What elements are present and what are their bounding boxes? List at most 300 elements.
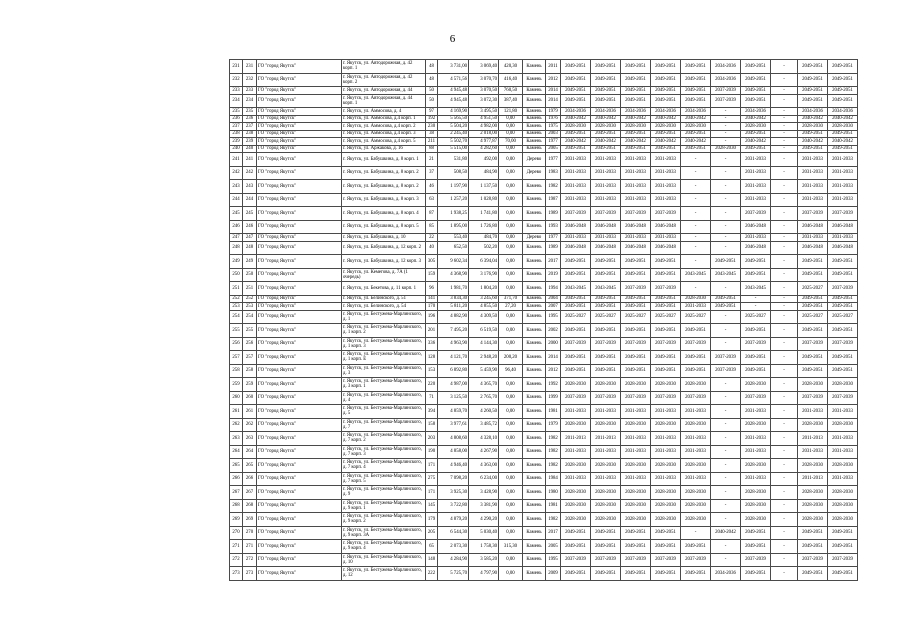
table-cell: 4 951,50 — [469, 115, 499, 123]
table-cell: ГО "город Якутск" — [257, 138, 342, 146]
table-cell: 233 — [243, 87, 257, 95]
table-cell: 2049-2051 — [798, 324, 828, 338]
table-cell: 2011 — [546, 60, 561, 74]
table-row — [230, 324, 858, 338]
table-cell: - — [741, 303, 771, 311]
table-cell: 1983 — [546, 166, 561, 180]
table-cell: 2049-2051 — [681, 130, 711, 138]
table-cell: 254 — [243, 310, 257, 324]
table-cell: 265 — [230, 459, 243, 473]
table-cell: 2049-2051 — [828, 324, 858, 338]
table-row — [230, 87, 858, 95]
table-cell: 264 — [243, 445, 257, 459]
table-cell: 196 — [426, 310, 438, 324]
table-cell: 2034-2036 — [711, 73, 741, 87]
table-cell: 315,30 — [499, 540, 523, 554]
table-cell: 371,70 — [499, 295, 523, 303]
table-cell: 251 — [230, 282, 243, 296]
table-cell: ГО "город Якутск" — [257, 432, 342, 446]
table-cell: 46 — [426, 180, 438, 194]
table-cell: 2049-2051 — [561, 268, 591, 282]
table-cell: г. Якутск, ул. Бестужева-Марлинского, д. 1 корп. 2 — [342, 324, 426, 338]
table-cell: 4 945,48 — [438, 94, 469, 108]
table-cell: 266 — [230, 472, 243, 486]
table-cell: Камень — [523, 295, 546, 303]
table-cell: - — [771, 193, 798, 207]
table-cell: 2037-2039 — [711, 87, 741, 95]
table-cell: ГО "город Якутск" — [257, 94, 342, 108]
table-cell: 2046-2048 — [621, 220, 651, 234]
table-cell: 3 125,50 — [438, 391, 469, 405]
table-cell: 269 — [243, 513, 257, 527]
table-cell: г. Якутск, ул. Бабушкина, д. 10 — [342, 234, 426, 242]
table-cell: 241 — [243, 153, 257, 167]
table-cell: - — [771, 130, 798, 138]
table-cell: 3 072,30 — [469, 94, 499, 108]
table-row — [230, 540, 858, 554]
table-cell: 2034-2036 — [681, 108, 711, 116]
table-cell: Камень — [523, 115, 546, 123]
table-cell: 265 — [243, 459, 257, 473]
table-cell: Дерево — [523, 153, 546, 167]
table-cell: 48 — [426, 60, 438, 74]
table-cell: 2031-2033 — [828, 153, 858, 167]
table-cell: 232 — [243, 73, 257, 87]
table-cell: 2049-2051 — [621, 567, 651, 581]
table-cell: 246 — [230, 220, 243, 234]
table-cell: - — [771, 153, 798, 167]
table-cell: 2049-2051 — [621, 255, 651, 269]
table-cell: ГО "город Якутск" — [257, 459, 342, 473]
table-cell: 2031-2033 — [828, 405, 858, 419]
table-cell: 237 — [230, 123, 243, 131]
table-cell: 2028-2030 — [651, 378, 681, 392]
table-cell: - — [771, 123, 798, 131]
table-cell: 2049-2051 — [681, 145, 711, 153]
table-cell: 270 — [243, 526, 257, 540]
table-cell: ГО "город Якутск" — [257, 130, 342, 138]
table-row — [230, 486, 858, 500]
table-cell: 192 — [426, 115, 438, 123]
table-cell: 2031-2033 — [828, 445, 858, 459]
table-cell: 2034-2036 — [711, 567, 741, 581]
table-cell: 5 459,90 — [469, 364, 499, 378]
table-cell: г. Якутск, ул. Автодорожная, д. 44 корп. 1 — [342, 94, 426, 108]
table-cell: 4 859,70 — [438, 405, 469, 419]
table-cell: 2031-2033 — [651, 405, 681, 419]
table-cell: - — [711, 220, 741, 234]
table-row — [230, 60, 858, 74]
table-row — [230, 337, 858, 351]
table-cell: 2028-2030 — [798, 123, 828, 131]
table-cell: 2049-2051 — [621, 351, 651, 365]
table-row — [230, 130, 858, 138]
table-cell: - — [711, 459, 741, 473]
table-cell: 1989 — [546, 241, 561, 255]
table-cell: 262 — [243, 418, 257, 432]
table-cell: 2028-2030 — [681, 513, 711, 527]
table-cell: 2031-2033 — [651, 472, 681, 486]
table-cell: - — [681, 180, 711, 194]
table-cell: - — [681, 526, 711, 540]
table-row — [230, 73, 858, 87]
table-cell: ГО "город Якутск" — [257, 234, 342, 242]
table-cell: 234 — [230, 94, 243, 108]
table-cell: 2031-2033 — [651, 193, 681, 207]
table-cell: 2014 — [546, 351, 561, 365]
table-cell: 2037-2039 — [561, 391, 591, 405]
table-cell: - — [771, 418, 798, 432]
table-cell: 2028-2030 — [681, 459, 711, 473]
table-cell: 200,20 — [499, 351, 523, 365]
table-cell: г. Якутск, ул. Бабушкина, д. 12 корп. 3 — [342, 255, 426, 269]
table-cell: - — [771, 282, 798, 296]
table-cell: 2028-2030 — [828, 499, 858, 513]
table-cell: ГО "город Якутск" — [257, 303, 342, 311]
table-cell: ГО "город Якутск" — [257, 255, 342, 269]
table-cell: - — [681, 241, 711, 255]
table-row — [230, 303, 858, 311]
table-cell: 1981 — [546, 405, 561, 419]
table-cell: - — [771, 87, 798, 95]
table-cell: 159 — [426, 268, 438, 282]
table-cell: 2028-2030 — [828, 513, 858, 527]
table-cell: 88 — [426, 145, 438, 153]
table-cell: 2028-2030 — [741, 378, 771, 392]
table-cell: 50 — [426, 94, 438, 108]
table-cell: 2034-2036 — [591, 108, 621, 116]
table-cell: 2049-2051 — [621, 295, 651, 303]
table-cell: ГО "город Якутск" — [257, 220, 342, 234]
table-cell: 2037-2039 — [681, 553, 711, 567]
table-cell: Камень — [523, 108, 546, 116]
table-cell: 171 — [426, 486, 438, 500]
table-cell: Камень — [523, 445, 546, 459]
table-cell: 250 — [230, 268, 243, 282]
table-cell: 2040-2042 — [651, 138, 681, 146]
table-cell: 2049-2051 — [621, 73, 651, 87]
table-cell: 553,40 — [438, 234, 469, 242]
table-cell: 261 — [230, 405, 243, 419]
table-cell: г. Якутск, ул. Белинского, д. 51 — [342, 295, 426, 303]
table-cell: 5 565,50 — [438, 115, 469, 123]
table-cell: 508,50 — [438, 166, 469, 180]
table-cell: 85 — [426, 220, 438, 234]
table-cell: - — [681, 153, 711, 167]
table-cell: 258 — [230, 364, 243, 378]
table-cell: 2049-2051 — [651, 351, 681, 365]
table-cell: 2 073,30 — [438, 540, 469, 554]
table-cell: 2049-2051 — [561, 145, 591, 153]
table-cell: г. Якутск, ул. Бабушкина, д. 8 корп. 4 — [342, 207, 426, 221]
table-cell: 2037-2039 — [561, 337, 591, 351]
table-cell: Камень — [523, 432, 546, 446]
table-cell: 2049-2051 — [681, 73, 711, 87]
table-cell: 239 — [243, 138, 257, 146]
table-cell: 2049-2051 — [591, 73, 621, 87]
table-cell: 2031-2033 — [741, 193, 771, 207]
table-cell: - — [711, 282, 741, 296]
table-cell: 2028-2030 — [681, 499, 711, 513]
table-cell: 416,40 — [499, 73, 523, 87]
table-row — [230, 499, 858, 513]
table-cell: 2049-2051 — [798, 295, 828, 303]
table-cell: 2031-2033 — [741, 234, 771, 242]
table-cell: ГО "город Якутск" — [257, 499, 342, 513]
table-cell: 2031-2033 — [591, 472, 621, 486]
table-cell: - — [711, 123, 741, 131]
table-cell: - — [711, 378, 741, 392]
table-cell: 2037-2039 — [798, 391, 828, 405]
table-cell: 2028-2030 — [621, 486, 651, 500]
table-cell: Камень — [523, 180, 546, 194]
table-cell: 2028-2030 — [741, 513, 771, 527]
table-cell: 2049-2051 — [651, 73, 681, 87]
table-cell: 2031-2033 — [741, 153, 771, 167]
table-row — [230, 207, 858, 221]
table-cell: 2049-2051 — [561, 540, 591, 554]
table-cell: 2028-2030 — [621, 513, 651, 527]
table-cell: 2040-2042 — [741, 138, 771, 146]
table-cell: 4 945,48 — [438, 87, 469, 95]
table-cell: 0,00 — [499, 268, 523, 282]
table-cell: 2031-2033 — [798, 234, 828, 242]
table-cell: 2049-2051 — [651, 87, 681, 95]
table-cell: 2049-2051 — [561, 351, 591, 365]
table-cell: 2049-2051 — [798, 268, 828, 282]
table-cell: 4 144,30 — [469, 337, 499, 351]
table-cell: 2031-2033 — [681, 445, 711, 459]
table-cell: 2049-2051 — [741, 526, 771, 540]
table-cell: 2 245,40 — [438, 130, 469, 138]
table-cell: 255 — [230, 324, 243, 338]
table-cell: 2031-2033 — [561, 180, 591, 194]
table-cell: 2031-2033 — [561, 166, 591, 180]
table-cell: 6 394,04 — [469, 255, 499, 269]
table-cell: 266 — [243, 472, 257, 486]
table-cell: 2049-2051 — [798, 94, 828, 108]
table-cell: 0,00 — [499, 310, 523, 324]
table-cell: 0,00 — [499, 432, 523, 446]
table-row — [230, 405, 858, 419]
table-cell: Камень — [523, 138, 546, 146]
table-cell: 267 — [230, 486, 243, 500]
table-cell: 2025-2027 — [591, 310, 621, 324]
table-cell: 2037-2039 — [561, 553, 591, 567]
table-cell: - — [711, 115, 741, 123]
table-cell: 2049-2051 — [621, 130, 651, 138]
table-cell: 2031-2033 — [561, 472, 591, 486]
table-cell: 2028-2030 — [741, 418, 771, 432]
table-cell: Камень — [523, 268, 546, 282]
table-cell: 2049-2051 — [591, 255, 621, 269]
table-cell: - — [711, 153, 741, 167]
table-cell: 2046-2048 — [621, 241, 651, 255]
table-cell: 2 948,20 — [469, 351, 499, 365]
table-cell: 2025-2027 — [741, 310, 771, 324]
table-cell: 2049-2051 — [828, 567, 858, 581]
table-cell: 2037-2039 — [828, 337, 858, 351]
table-cell: 652,50 — [438, 241, 469, 255]
table-cell: 2049-2051 — [651, 303, 681, 311]
table-cell: 2049-2051 — [741, 73, 771, 87]
table-cell: 2049-2051 — [651, 324, 681, 338]
table-cell: - — [711, 540, 741, 554]
table-cell: - — [771, 234, 798, 242]
table-cell: 2049-2051 — [561, 94, 591, 108]
table-row — [230, 445, 858, 459]
table-cell: 2049-2051 — [591, 87, 621, 95]
table-cell: 2031-2033 — [741, 472, 771, 486]
table-cell: 2049-2051 — [681, 540, 711, 554]
table-cell: 2049-2051 — [651, 255, 681, 269]
table-cell: г. Якутск, ул. Бестужева-Марлинского, д. 12 — [342, 567, 426, 581]
table-cell: 2049-2051 — [798, 526, 828, 540]
table-cell: Камень — [523, 526, 546, 540]
table-cell: 2031-2033 — [828, 472, 858, 486]
table-cell: 2007 — [546, 303, 561, 311]
table-cell: 3 381,90 — [469, 499, 499, 513]
table-cell: г. Якутск, ул. Белинского, д. 54 — [342, 303, 426, 311]
table-cell: г. Якутск, ул. Бестужева-Марлинского, д. 7 корп. 2 — [342, 432, 426, 446]
table-cell: Камень — [523, 351, 546, 365]
table-cell: Камень — [523, 220, 546, 234]
table-cell: 2031-2033 — [741, 166, 771, 180]
table-cell: 233 — [230, 87, 243, 95]
table-cell: г. Якутск, ул. Бабушкина, д. 8 корп. 1 — [342, 153, 426, 167]
table-cell: - — [771, 337, 798, 351]
table-cell: Камень — [523, 255, 546, 269]
table-cell: ГО "город Якутск" — [257, 324, 342, 338]
table-cell: 2049-2051 — [621, 540, 651, 554]
table-cell: Камень — [523, 540, 546, 554]
table-cell: 2034-2036 — [711, 60, 741, 74]
table-cell: 2049-2051 — [798, 145, 828, 153]
table-cell: - — [771, 207, 798, 221]
table-cell: 2049-2051 — [561, 324, 591, 338]
table-cell: 4 267,90 — [469, 445, 499, 459]
table-cell: 235 — [230, 108, 243, 116]
table-cell: г. Якутск, ул. Автодорожная, д. 44 — [342, 87, 426, 95]
table-cell: 2031-2033 — [798, 166, 828, 180]
table-cell: 0,00 — [499, 234, 523, 242]
table-cell: - — [771, 255, 798, 269]
table-cell: 2019 — [546, 268, 561, 282]
table-cell: 2040-2042 — [621, 115, 651, 123]
table-cell: г. Якутск, ул. Бестужева-Марлинского, д. 9 корп. 3А — [342, 526, 426, 540]
table-cell: 1979 — [546, 108, 561, 116]
table-cell: 2049-2051 — [561, 295, 591, 303]
table-cell: 2028-2030 — [828, 418, 858, 432]
table-cell: 38 — [426, 130, 438, 138]
table-cell: 2028-2030 — [681, 418, 711, 432]
table-cell: ГО "город Якутск" — [257, 87, 342, 95]
table-cell: 2 018,00 — [469, 130, 499, 138]
table-cell: 257 — [243, 351, 257, 365]
table-cell: г. Якутск, ул. Бестужева-Марлинского, д. 1 корп. Е — [342, 351, 426, 365]
table-cell: Камень — [523, 486, 546, 500]
table-cell: г. Якутск, ул. Автодорожная, д. 42 корп. 2 — [342, 73, 426, 87]
table-cell: 2049-2051 — [741, 94, 771, 108]
table-cell: - — [711, 445, 741, 459]
table-cell: 2031-2033 — [741, 180, 771, 194]
table-cell: Камень — [523, 193, 546, 207]
table-cell: 2049-2051 — [651, 526, 681, 540]
table-cell: 3 245,60 — [469, 295, 499, 303]
table-cell: 2037-2039 — [741, 553, 771, 567]
table-cell: 2049-2051 — [828, 255, 858, 269]
table-cell: 2037-2039 — [651, 391, 681, 405]
table-cell: 2034-2036 — [828, 108, 858, 116]
table-cell: - — [711, 310, 741, 324]
table-cell: ГО "город Якутск" — [257, 108, 342, 116]
table-cell: 253 — [230, 303, 243, 311]
table-cell: Камень — [523, 94, 546, 108]
table-cell: 5 030,40 — [469, 526, 499, 540]
table-cell: 0,00 — [499, 418, 523, 432]
table-row — [230, 123, 858, 131]
table-cell: - — [771, 180, 798, 194]
table-cell: 4 169,90 — [438, 108, 469, 116]
table-cell: 5 504,20 — [438, 123, 469, 131]
table-cell: - — [771, 115, 798, 123]
table-cell: 502,20 — [469, 241, 499, 255]
table-cell: 2049-2051 — [798, 60, 828, 74]
table-cell: Камень — [523, 73, 546, 87]
table-cell: 2028-2030 — [591, 459, 621, 473]
table-cell: 2037-2039 — [621, 391, 651, 405]
table-cell: 2031-2033 — [561, 193, 591, 207]
table-cell: Камень — [523, 472, 546, 486]
table-cell: 2049-2051 — [828, 303, 858, 311]
table-cell: 2031-2033 — [621, 153, 651, 167]
table-cell: 4 368,90 — [438, 268, 469, 282]
table-cell: - — [771, 472, 798, 486]
table-cell: Камень — [523, 303, 546, 311]
table-cell: 1981 — [546, 499, 561, 513]
table-cell: 244 — [243, 193, 257, 207]
table-row — [230, 513, 858, 527]
table-cell: 2028-2030 — [561, 459, 591, 473]
table-cell: 87 — [426, 207, 438, 221]
table-cell: 4 309,50 — [469, 310, 499, 324]
table-cell: 2049-2051 — [621, 303, 651, 311]
table-cell: Камень — [523, 378, 546, 392]
table-cell: 2049-2051 — [741, 567, 771, 581]
table-cell: Камень — [523, 241, 546, 255]
table-cell: 0,00 — [499, 282, 523, 296]
table-cell: 2049-2051 — [561, 526, 591, 540]
table-cell: 2028-2030 — [828, 123, 858, 131]
table-cell: 0,00 — [499, 567, 523, 581]
table-cell: 2046-2048 — [561, 241, 591, 255]
table-cell: 3 495,50 — [469, 108, 499, 116]
table-cell: 2031-2033 — [651, 432, 681, 446]
table-cell: 48 — [426, 73, 438, 87]
table-cell: 2049-2051 — [591, 364, 621, 378]
table-cell: - — [771, 364, 798, 378]
table-cell: 2031-2033 — [651, 180, 681, 194]
table-cell: 394 — [426, 405, 438, 419]
table-cell: - — [681, 166, 711, 180]
table-cell: 7 098,20 — [438, 472, 469, 486]
table-row — [230, 138, 858, 146]
table-cell: 0,00 — [499, 405, 523, 419]
table-cell: - — [771, 310, 798, 324]
table-cell: 2028-2030 — [828, 486, 858, 500]
table-cell: 2049-2051 — [681, 567, 711, 581]
table-cell: 2049-2051 — [681, 364, 711, 378]
